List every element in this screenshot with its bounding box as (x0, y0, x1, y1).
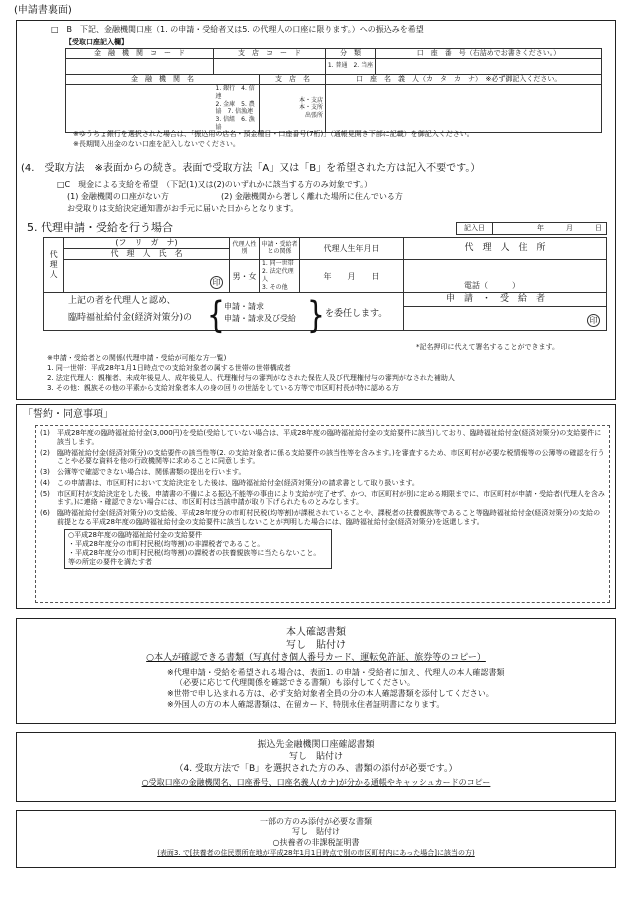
relation-note-3: 3. その他：親族その他の平素から支給対象者本人の身の回りの世話をしている方等で市区町村長が特に認める方 (47, 384, 399, 392)
requirements-box (64, 529, 332, 569)
pledge-num: (3) (40, 468, 50, 476)
institution-option-1: 1. 銀行 4. 信連 (215, 85, 255, 100)
pledge-list (35, 425, 610, 603)
bank-docs-title: 振込先金融機関口座確認書類 (257, 740, 375, 750)
account-number-header: 口 座 番 号（右詰めでお書きください。） (376, 49, 602, 59)
pledge-item (40, 468, 605, 477)
proxy-address-header: 代 理 人 住 所 (404, 238, 607, 260)
receiving-account-label: 【受取口座記入欄】 (65, 38, 128, 46)
partial-docs-title: 一部の方のみ添付が必要な書類 (260, 817, 372, 826)
option-b-checkbox-label[interactable]: □ B 下記、金融機関口座（1. の申請・受給者又は5. の代理人の口座に限ります。）への振込みを希望 (51, 25, 424, 34)
relation-note-1: 1. 同一世帯：平成28年1月1日時点での支給対象者の属する世帯の世帯構成者 (47, 364, 291, 372)
partial-documents-section[interactable] (16, 810, 616, 868)
relation-header: 申請・受給者との関係 (260, 238, 300, 260)
proxy-section-title: 5. 代理申請・受給を行う場合 (27, 221, 173, 234)
branch-type-1: 本・支店 (298, 96, 323, 104)
pledge-text: この申請書は、市区町村において支給決定をした後は、臨時福祉給付金(経済対策分)の請求書として取り扱います。 (57, 478, 419, 487)
signature-note: *記名押印に代えて署名することができます。 (416, 343, 559, 351)
delegation-text-3: を委任します。 (325, 309, 388, 320)
bank-docs-note: （4. 受取方法で「B」を選択された方のみ、書類の添付が必要です。） (174, 764, 458, 775)
cash-reason-1: (1) 金融機関の口座がない方 (67, 192, 169, 201)
pledge-num: (1) (40, 429, 50, 437)
seal-mark: 印 (210, 276, 223, 289)
branch-name-header: 支 店 名 (260, 75, 326, 85)
branch-type-3: 出張所 (304, 112, 323, 120)
birth-month-unit: 月 (347, 271, 356, 281)
yucho-note: ※ゆうちょ銀行を選択された場合は、「振込用の店名・預金種目・口座番号(7桁)」（通帳見開き下部に記載）を御記入ください。 (73, 130, 474, 138)
pledge-item (40, 509, 605, 527)
delegation-option-2[interactable]: 申請・請求及び受給 (224, 314, 296, 324)
dormant-account-note: ※長期間入出金のない口座を記入しないでください。 (73, 140, 240, 148)
institution-option-2: 2. 金庫 5. 農協 7. 信漁連 (215, 100, 255, 116)
id-documents-section[interactable] (16, 618, 616, 724)
furigana-label: (フ リ ガ ナ) (64, 238, 230, 249)
partial-docs-condition: (表面3. で[扶養者の住民票所在地が平成28年1月1日時点で別の市区町村内にあった場合]に該当の方) (157, 849, 475, 858)
requirement-2: ・平成28年度分の市町村民税(均等割)の課税者の扶養親族等に当たらないこと。 (68, 548, 321, 557)
requirement-3: 等の所定の要件を満たす者 (68, 557, 152, 566)
application-back-section (16, 20, 616, 400)
id-docs-note-4: ※外国人の方の本人確認書類は、在留カード、特別永住者証明書になります。 (167, 699, 445, 709)
pledge-num: (5) (40, 489, 50, 498)
account-holder-header (326, 75, 602, 85)
proxy-address-input[interactable] (404, 260, 607, 293)
birthdate-header: 代理人生年月日 (300, 238, 404, 260)
requirement-1: ・平成28年度分の市町村民税(均等割)の非課税者であること。 (68, 539, 265, 548)
id-docs-subtitle: 写し 貼付け (286, 640, 346, 651)
requirements-title: ○平成28年度の臨時福祉給付金の支給要件 (68, 530, 203, 539)
relation-note-title: ※申請・受給者との関係(代理申請・受給が可能な方一覧) (47, 354, 227, 362)
brace-right: } (307, 294, 325, 338)
branch-name-input[interactable] (260, 85, 326, 133)
bank-account-table (65, 48, 602, 133)
pledge-section (16, 404, 616, 609)
entry-year-unit: 年 (537, 224, 544, 233)
proxy-name-input[interactable] (64, 260, 230, 293)
account-type-options[interactable]: 1. 普通 2. 当座 (326, 59, 376, 75)
entry-month-unit: 月 (566, 224, 573, 233)
partial-docs-item: ○扶養者の非課税証明書 (272, 837, 360, 847)
applicant-signature-cell[interactable] (404, 293, 607, 331)
gender-selector[interactable]: 男・女 (230, 260, 260, 293)
pledge-num: (4) (40, 478, 50, 487)
pledge-item (40, 479, 605, 488)
bank-docs-subtitle: 写し 貼付け (288, 752, 343, 763)
birthdate-input[interactable] (300, 260, 404, 293)
relation-option-1: 1. 同一世帯 (262, 260, 294, 267)
entry-date-label: 記入日 (457, 223, 493, 235)
holder-header-text: 口 座 名 義 人（カ タ カ ナ） (356, 75, 479, 84)
proxy-side-label (44, 238, 64, 293)
id-docs-title: 本人確認書類 (286, 627, 346, 638)
pledge-text: 市区町村が支給決定をした後、申請書の不備による振込不能等の事由により支給が完了せず、かつ、市区町村が別に定める期限までに、市区町村が申請・受給者(代理人を含みます。)に連絡・確認できない場合には、市区町村は当該申請が取り下げられたものとみなします。 (57, 489, 605, 507)
pledge-num: (6) (40, 509, 50, 517)
pledge-title: 「誓約・同意事項」 (23, 409, 113, 420)
entry-date-input[interactable] (493, 223, 607, 235)
applicant-seal-mark: 印 (587, 314, 600, 327)
bank-documents-section[interactable] (16, 732, 616, 802)
receiving-method-title: (4. 受取方法 ※表面からの続き。表面で受取方法「A」又は「B」を希望された方は記入不要です。） (21, 163, 481, 174)
delegation-text-2: 臨時福祉給付金(経済対策分)の (68, 313, 193, 324)
phone-label: 電話（ ） (464, 281, 520, 291)
id-docs-note-2: （必要に応じて代理関係を確認できる書類）も添付してください。 (175, 678, 415, 688)
branch-type-2: 本・支所 (298, 104, 323, 112)
relation-option-2: 2. 法定代理人 (262, 268, 294, 284)
birth-year-unit: 年 (323, 271, 332, 281)
delegation-cell (44, 293, 404, 338)
pledge-item (40, 429, 605, 447)
cash-reason-2: (2) 金融機関から著しく離れた場所に住んでいる方 (221, 192, 403, 201)
institution-option-3: 3. 信組 6. 漁協 (215, 116, 255, 131)
institution-type-options[interactable] (214, 85, 260, 133)
delegation-text-1: 上記の者を代理人と認め、 (68, 296, 176, 307)
bank-name-header: 金 融 機 関 名 (66, 75, 260, 85)
entry-day-unit: 日 (595, 224, 602, 233)
proxy-table (43, 237, 607, 338)
partial-docs-subtitle: 写し 貼付け (292, 827, 340, 837)
pledge-text: 平成28年度の臨時福祉給付金(3,000円)を受給(受給していない場合は、平成28年度の臨時福祉給付金の支給要件に該当)しており、臨時福祉給付金(経済対策分)の支給要件に該当します。 (57, 429, 602, 446)
pledge-text: 臨時福祉給付金(経済対策分)の支給要件の該当性等(2. の支給対象者に係る支給要件の該当性等を含みます。)を審査するため、市区町村が必要な税情報等の公簿等の確認を行うことや必要な資料を他の行政機関等に求めることに同意します。 (57, 448, 605, 466)
holder-required-note: ※必ず御記入ください。 (485, 75, 562, 84)
pledge-item (40, 449, 605, 467)
applicant-label: 申 請 ・ 受 給 者 (446, 294, 546, 305)
id-docs-note-3: ※世帯で申し込まれる方は、必ず支給対象者全員の分の本人確認書類を添付してください。 (167, 689, 494, 699)
account-holder-input[interactable] (326, 85, 602, 133)
bank-name-input[interactable] (66, 85, 214, 133)
relation-options[interactable] (260, 260, 300, 293)
bank-code-input[interactable] (66, 59, 214, 75)
bank-docs-requirement: ○受取口座の金融機関名、口座番号、口座名義人(カナ)が分かる通帳やキャッシュカードのコピー (141, 777, 491, 787)
birth-day-unit: 日 (371, 271, 380, 281)
bank-code-header: 金 融 機 関 コ ー ド (66, 49, 214, 59)
pledge-item (40, 490, 605, 508)
proxy-side-text: 代理人 (49, 250, 59, 281)
delegation-option-1[interactable]: 申請・請求 (224, 302, 264, 312)
option-c-checkbox-label[interactable]: □C 現金による支給を希望 （下記(1)又は(2)のいずれかに該当する方のみ対象です。） (57, 180, 373, 189)
brace-left: { (207, 294, 225, 338)
id-docs-note-1: ※代理申請・受給を希望される場合は、表面1. の申請・受給者に加え、代理人の本人確認書類 (167, 667, 505, 677)
cash-receipt-note: お受取りは支給決定通知書がお手元に届いた日からとなります。 (67, 204, 299, 213)
entry-date-table (456, 222, 607, 235)
type-header: 分 類 (326, 49, 376, 59)
relation-note-2: 2. 法定代理人：親権者、未成年後見人、成年後見人、代理権付与の審判がなされた保佐人及び代理権付与の審判がなされた補助人 (47, 374, 455, 382)
id-docs-requirement: ○本人が確認できる書類（写真付き個人番号カード、運転免許証、旅券等のコピー） (146, 653, 486, 663)
id-docs-notes (167, 668, 615, 711)
proxy-name-label: 代 理 人 氏 名 (64, 249, 230, 260)
branch-code-input[interactable] (214, 59, 326, 75)
relation-option-3: 3. その他 (262, 284, 288, 292)
branch-code-header: 支 店 コ ー ド (214, 49, 326, 59)
pledge-text: 臨時福祉給付金(経済対策分)の支給後、平成28年度分の市町村民税(均等割)が課税されていることや、課税者の扶養親族等であること等臨時福祉給付金(経済対策分)の支給の前提となる平成28年度の臨時福祉給付金の支給要件に該当しないことが判明した場合には、臨時福祉給付金(経済対策分)を返還します。 (57, 509, 601, 526)
pledge-text: 公簿等で確認できない場合は、関係書類の提出を行います。 (57, 468, 246, 476)
account-number-input[interactable] (376, 59, 602, 75)
pledge-num: (2) (40, 448, 50, 457)
page-header: (申請書裏面) (14, 5, 72, 16)
gender-header: 代理人性別 (230, 238, 260, 260)
